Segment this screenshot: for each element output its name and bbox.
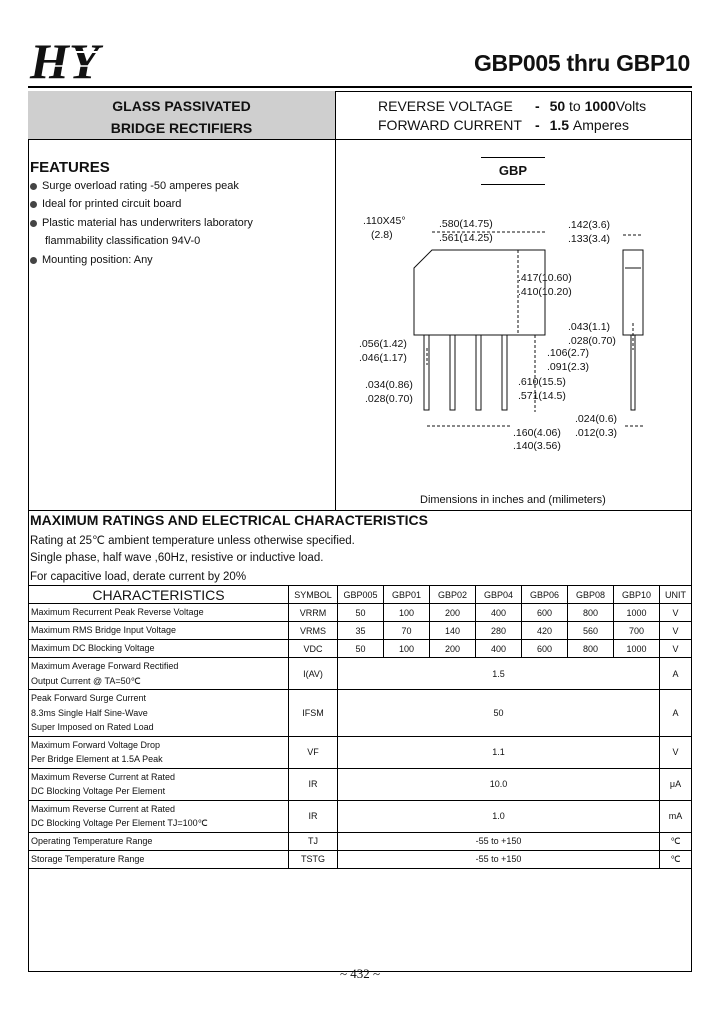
dim-height-min: .410(10.20) (518, 286, 572, 298)
param-line: Maximum Forward Voltage Drop (31, 739, 161, 750)
symbol-cell: IFSM (289, 690, 338, 737)
unit-cell: V (660, 622, 692, 640)
value-cell: 100 (384, 640, 430, 658)
feature-text: Plastic material has underwriters laboratory (42, 217, 253, 229)
value-cell: -55 to +150 (338, 850, 660, 868)
value-cell: 400 (476, 604, 522, 622)
param-cell: Maximum DC Blocking Voltage (29, 640, 289, 658)
unit-cell: V (660, 736, 692, 768)
feature-text: flammability classification 94V-0 (45, 235, 201, 247)
feature-item (30, 217, 253, 229)
dim-pin-max: .056(1.42) (359, 338, 407, 350)
unit-cell: μA (660, 768, 692, 800)
rating-note: Rating at 25℃ ambient temperature unless otherwise specified. (30, 535, 355, 547)
dim-standoff-min: .028(0.70) (568, 335, 616, 347)
characteristics-table (28, 585, 692, 869)
dim-pitch-max: .160(4.06) (513, 427, 561, 439)
value-cell: 50 (338, 690, 660, 737)
side-body (623, 250, 643, 335)
dim-width-max: .580(14.75) (439, 218, 493, 230)
unit-cell: mA (660, 800, 692, 832)
value-cell: 800 (568, 604, 614, 622)
dim-pin-min: .046(1.17) (359, 352, 407, 364)
param-line: Operating Temperature Range (31, 835, 153, 846)
symbol-cell: VF (289, 736, 338, 768)
value-cell: 560 (568, 622, 614, 640)
value-cell: 1000 (614, 640, 660, 658)
symbol-cell: VRRM (289, 604, 338, 622)
param-line: Super Imposed on Rated Load (31, 722, 154, 732)
table-row (29, 690, 692, 737)
symbol-cell: IR (289, 800, 338, 832)
lead (502, 335, 507, 410)
value-cell: 1000 (614, 604, 660, 622)
fc-value: 1.5 (549, 117, 570, 133)
param-line: Output Current @ TA=50℃ (31, 675, 141, 686)
table-row (29, 850, 692, 868)
value-cell: 700 (614, 622, 660, 640)
page-title: GBP005 thru GBP10 (473, 50, 690, 76)
param-line: Maximum Average Forward Rectified (31, 661, 179, 671)
package-outline-drawing (335, 190, 692, 490)
dim-width-min: .561(14.25) (439, 232, 493, 244)
fc-label: FORWARD CURRENT (378, 117, 522, 133)
value-cell: 800 (568, 640, 614, 658)
col-gbp06: GBP06 (522, 586, 568, 604)
value-cell: 70 (384, 622, 430, 640)
param-line: 8.3ms Single Half Sine-Wave (31, 707, 148, 718)
ratings-summary (378, 97, 646, 135)
unit-cell: V (660, 640, 692, 658)
bullet-icon (30, 257, 37, 264)
param-cell (29, 658, 289, 690)
reverse-voltage-row (378, 97, 646, 116)
unit-cell: ℃ (660, 832, 692, 850)
param-cell (29, 690, 289, 737)
unit-cell: A (660, 658, 692, 690)
value-cell: 1.0 (338, 800, 660, 832)
symbol-cell: TJ (289, 832, 338, 850)
header-right-edge (691, 91, 692, 139)
param-cell (29, 832, 289, 850)
rv-to: to (569, 98, 581, 114)
dim-pitch-min: .140(3.56) (513, 440, 561, 452)
dimension-note: Dimensions in inches and (milimeters) (420, 494, 606, 506)
col-gbp02: GBP02 (430, 586, 476, 604)
symbol-cell: VRMS (289, 622, 338, 640)
param-cell: Maximum Recurrent Peak Reverse Voltage (29, 604, 289, 622)
rv-value: 50 (549, 98, 566, 114)
lead (424, 335, 429, 410)
value-cell: 100 (384, 604, 430, 622)
bullet-icon (30, 201, 37, 208)
forward-current-row (378, 116, 646, 135)
param-cell (29, 736, 289, 768)
value-cell: 140 (430, 622, 476, 640)
col-gbp04: GBP04 (476, 586, 522, 604)
param-cell: Maximum RMS Bridge Input Voltage (29, 622, 289, 640)
unit-cell: V (660, 604, 692, 622)
dim-chamfer-mm: (2.8) (371, 229, 393, 241)
col-gbp005: GBP005 (338, 586, 384, 604)
header-divider (335, 91, 336, 139)
feature-text: Mounting position: Any (42, 254, 153, 266)
dim-gap-max: .106(2.7) (547, 347, 590, 359)
col-unit: UNIT (660, 586, 692, 604)
table-row (29, 658, 692, 690)
product-type-line2: BRIDGE RECTIFIERS (110, 120, 253, 136)
table-header-row (29, 586, 692, 604)
dim-standoff-max: .043(1.1) (568, 321, 611, 333)
dim-gap-min: .091(2.3) (547, 361, 590, 373)
rv-value2: 1000 (584, 98, 616, 114)
feature-item (30, 180, 239, 192)
value-cell: 200 (430, 604, 476, 622)
col-gbp10: GBP10 (614, 586, 660, 604)
value-cell: 200 (430, 640, 476, 658)
fc-dash: - (535, 117, 540, 133)
rv-dash: - (535, 98, 540, 114)
logo-text: HY (30, 38, 100, 84)
value-cell: 600 (522, 604, 568, 622)
param-line: DC Blocking Voltage Per Element (31, 786, 166, 796)
lead (450, 335, 455, 410)
rating-note: For capacitive load, derate current by 20% (30, 571, 247, 583)
dim-length-max: .610(15.5) (518, 376, 566, 388)
table-row (29, 800, 692, 832)
value-cell: -55 to +150 (338, 832, 660, 850)
col-gbp01: GBP01 (384, 586, 430, 604)
param-line: DC Blocking Voltage Per Element TJ=100℃ (31, 818, 208, 828)
dim-length-min: .571(14.5) (518, 390, 566, 402)
hy-logo (26, 38, 166, 84)
param-line: Peak Forward Surge Current (31, 693, 147, 703)
dim-height-max: .417(10.60) (518, 272, 572, 284)
symbol-cell: I(AV) (289, 658, 338, 690)
dim-lead-min: .028(0.70) (365, 393, 413, 405)
product-type-box (28, 91, 335, 139)
table-row (29, 736, 692, 768)
table-row (29, 622, 692, 640)
table-row (29, 832, 692, 850)
param-cell (29, 800, 289, 832)
col-characteristics: CHARACTERISTICS (29, 586, 289, 604)
side-lead (631, 335, 635, 410)
page-number: ~ 432 ~ (339, 966, 381, 981)
unit-cell: ℃ (660, 850, 692, 868)
table-row (29, 604, 692, 622)
rating-note: Single phase, half wave ,60Hz, resistive or inductive load. (30, 552, 324, 564)
value-cell: 35 (338, 622, 384, 640)
dim-chamfer: .110X45° (363, 215, 406, 227)
dim-thick-min: .133(3.4) (568, 233, 611, 245)
product-type-line1: GLASS PASSIVATED (112, 98, 251, 114)
rv-label: REVERSE VOLTAGE (378, 98, 513, 114)
fc-unit: Amperes (572, 117, 629, 133)
table-row (29, 640, 692, 658)
param-line: Storage Temperature Range (31, 853, 145, 864)
rv-unit: Volts (615, 98, 647, 114)
feature-text: Surge overload rating -50 amperes peak (42, 180, 239, 192)
param-cell (29, 850, 289, 868)
value-cell: 600 (522, 640, 568, 658)
col-symbol: SYMBOL (289, 586, 338, 604)
dim-leadthick-min: .012(0.3) (575, 427, 618, 439)
features-title: FEATURES (30, 159, 110, 176)
unit-cell: A (660, 690, 692, 737)
param-line: Per Bridge Element at 1.5A Peak (31, 754, 163, 764)
table-row (29, 768, 692, 800)
feature-item (30, 254, 153, 266)
bullet-icon (30, 220, 37, 227)
value-cell: 280 (476, 622, 522, 640)
param-line: Maximum Reverse Current at Rated (31, 803, 176, 814)
value-cell: 1.5 (338, 658, 660, 690)
symbol-cell: TSTG (289, 850, 338, 868)
value-cell: 1.1 (338, 736, 660, 768)
value-cell: 50 (338, 604, 384, 622)
ratings-title: MAXIMUM RATINGS AND ELECTRICAL CHARACTERISTICS (30, 512, 428, 528)
symbol-cell: IR (289, 768, 338, 800)
value-cell: 10.0 (338, 768, 660, 800)
symbol-cell: VDC (289, 640, 338, 658)
value-cell: 50 (338, 640, 384, 658)
dim-lead-max: .034(0.86) (365, 379, 413, 391)
param-cell (29, 768, 289, 800)
value-cell: 420 (522, 622, 568, 640)
package-label: GBP (481, 157, 545, 185)
value-cell: 400 (476, 640, 522, 658)
feature-item (30, 198, 181, 210)
lead (476, 335, 481, 410)
feature-item-continued (45, 235, 200, 247)
param-line: Maximum Reverse Current at Rated (31, 771, 176, 782)
bullet-icon (30, 183, 37, 190)
col-gbp08: GBP08 (568, 586, 614, 604)
feature-text: Ideal for printed circuit board (42, 198, 182, 210)
dim-thick-max: .142(3.6) (568, 219, 611, 231)
section-rule (28, 510, 692, 511)
dim-leadthick-max: .024(0.6) (575, 413, 618, 425)
header-rule (28, 86, 692, 88)
